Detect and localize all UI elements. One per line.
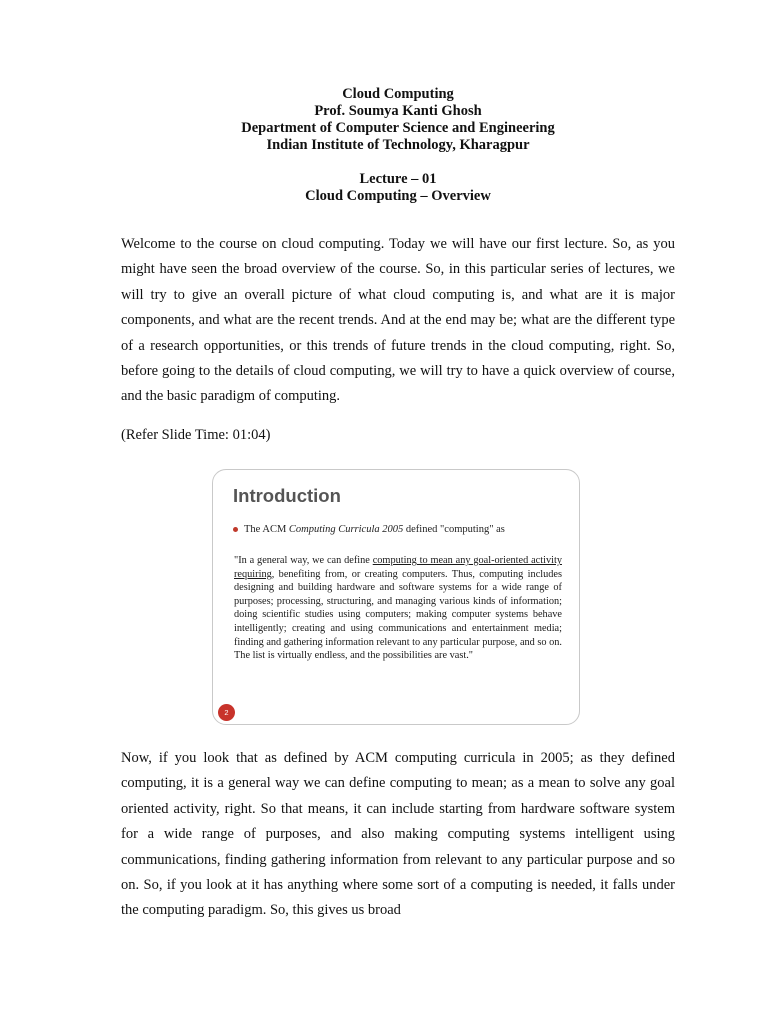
lecture-slide bbox=[212, 469, 580, 725]
quote-underlined: computing to mean any goal-oriented activity requiring bbox=[234, 555, 562, 580]
bullet-dot-icon bbox=[233, 527, 238, 532]
slide-quote bbox=[234, 554, 562, 663]
slide-number-badge: 2 bbox=[218, 704, 235, 721]
bullet-text-italic: Computing Curricula 2005 bbox=[288, 524, 404, 535]
quote-post: , benefiting from, or creating computers. Thus, computing includes designing and building hardware and software systems for a wide range of purposes; processing, structuring, and managing various kinds of information; doing scientific studies using computers; making computer systems behave intelligently; creating and using communications and entertainment media; finding and gathering information relevant to any particular purpose, and so on. The list is virtually endless, and the possibilities are vast." bbox=[234, 568, 562, 662]
department-name: Department of Computer Science and Engineering bbox=[241, 120, 555, 136]
lecture-title: Cloud Computing – Overview bbox=[305, 188, 491, 204]
institute-name: Indian Institute of Technology, Kharagpur bbox=[266, 137, 530, 153]
bullet-text-post: defined "computing" as bbox=[403, 524, 505, 535]
refer-slide-time: (Refer Slide Time: 01:04) bbox=[121, 427, 271, 443]
slide-bullet-text bbox=[244, 524, 505, 535]
header-gap bbox=[0, 154, 768, 171]
bullet-text-pre: The ACM bbox=[244, 524, 289, 535]
paragraph-acm-definition: Now, if you look that as defined by ACM computing curricula in 2005; as they defined computing, it is a general way we can define computing to mean; as a mean to solve any goal oriented activity, right. So that means, it can include starting from hardware software system for a wide range of purposes, and also making computing systems intelligent using communications, finding gathering information from relevant to any particular purpose and so on. So, if you look at it has anything where some sort of a computing is needed, it falls under the computing paradigm. So, this gives us broad bbox=[121, 750, 675, 919]
paragraph-intro: Welcome to the course on cloud computing. Today we will have our first lecture. So, as you might have seen the broad overview of the course. So, in this particular series of lectures, we will try to give an overall picture of what cloud computing is, and what are it is major components, and what are the recent trends. And at the end may be; what are the different type of a research opportunities, or this trends of future trends in the cloud computing, right. So, before going to the details of cloud computing, we will try to have a quick overview of course, and the basic paradigm of computing. bbox=[121, 236, 675, 405]
course-title: Cloud Computing bbox=[342, 86, 454, 102]
slide-bullet bbox=[233, 524, 505, 535]
professor-name: Prof. Soumya Kanti Ghosh bbox=[314, 103, 482, 119]
slide-title: Introduction bbox=[233, 485, 341, 506]
quote-pre: "In a general way, we can define bbox=[234, 555, 373, 566]
document-header bbox=[0, 86, 768, 205]
lecture-number: Lecture – 01 bbox=[359, 171, 437, 187]
